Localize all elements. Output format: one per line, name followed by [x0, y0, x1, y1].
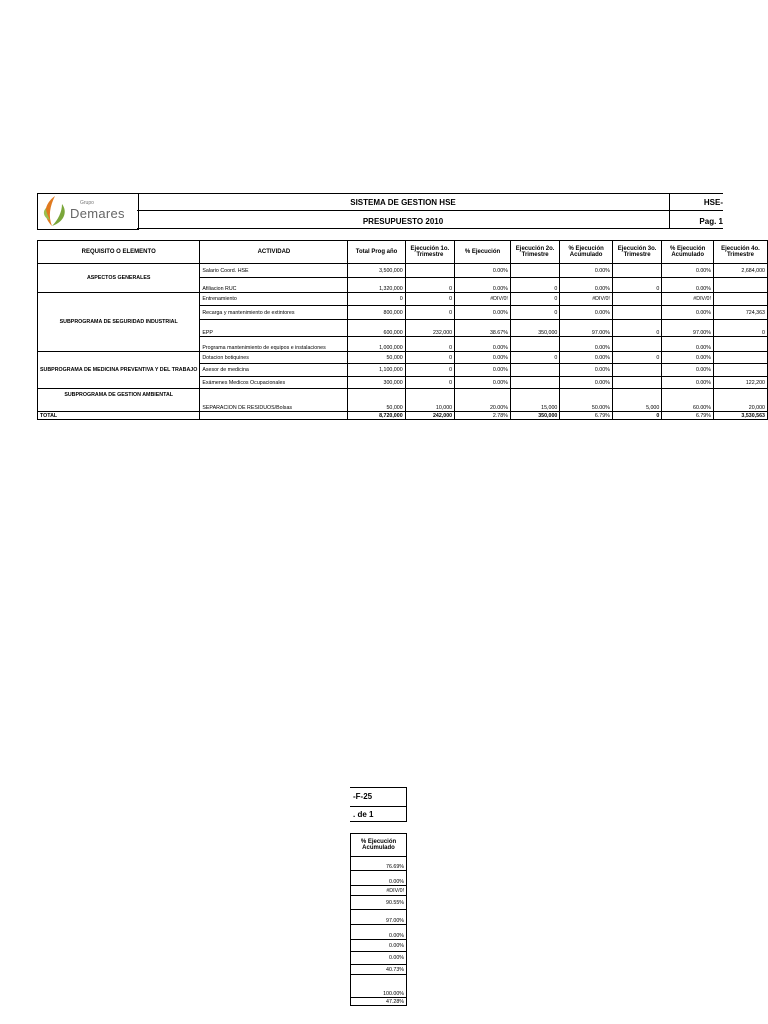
logo-name: Demares — [70, 206, 125, 221]
exec4-cell — [713, 293, 767, 306]
activity-cell: Dotacion botiquines — [200, 352, 348, 364]
pct1-cell: 38.67% — [455, 320, 511, 337]
pct3-cell: 0.00% — [662, 264, 714, 278]
pct3-cell: 0.00% — [662, 377, 714, 389]
column-header: REQUISITO O ELEMENTO — [38, 241, 200, 264]
total-activity-cell — [200, 412, 348, 420]
total-cell: 1,100,000 — [348, 364, 405, 377]
exec1-cell: 232,000 — [405, 320, 454, 337]
pct1-cell: 0.00% — [455, 377, 511, 389]
fragment-cell: 47.28% — [351, 998, 407, 1006]
exec4-cell: 122,200 — [713, 377, 767, 389]
activity-cell: Salario Coord. HSE — [200, 264, 348, 278]
exec3-cell: 0 — [612, 278, 661, 293]
exec4-cell — [713, 364, 767, 377]
pct1-cell: 0.00% — [455, 264, 511, 278]
exec4-cell: 0 — [713, 320, 767, 337]
pct1-cell: 0.00% — [455, 337, 511, 352]
exec1-cell: 0 — [405, 352, 454, 364]
exec1-cell: 0 — [405, 364, 454, 377]
pct2-cell: 6.79% — [560, 412, 613, 420]
logo-small-text: Grupo — [80, 200, 94, 206]
logo-box — [37, 193, 139, 230]
header-divider — [669, 193, 670, 229]
exec3-cell — [612, 337, 661, 352]
table-header-row — [38, 241, 768, 264]
column-header: % Ejecución — [455, 241, 511, 264]
exec1-cell: 0 — [405, 293, 454, 306]
activity-cell: Programa mantenimiento de equipos e instalaciones — [200, 337, 348, 352]
exec2-cell — [510, 364, 559, 377]
document-header — [37, 193, 723, 230]
fragment-cell: 90.55% — [351, 896, 407, 910]
exec2-cell: 350,000 — [510, 412, 559, 420]
exec1-cell: 0 — [405, 306, 454, 320]
exec2-cell: 0 — [510, 352, 559, 364]
pct3-cell: 6.79% — [662, 412, 714, 420]
column-header: Ejecución 4o. Trimestre — [713, 241, 767, 264]
column-header: Ejecución 3o. Trimestre — [612, 241, 661, 264]
exec2-cell — [510, 264, 559, 278]
header-top-line — [137, 193, 723, 194]
table-row — [38, 264, 768, 278]
exec1-cell — [405, 264, 454, 278]
header-bottom-line — [137, 228, 723, 229]
exec1-cell: 242,000 — [405, 412, 454, 420]
total-cell: 8,720,000 — [348, 412, 405, 420]
fragment-header-row — [351, 834, 407, 857]
exec2-cell: 350,000 — [510, 320, 559, 337]
total-cell: 0 — [348, 293, 405, 306]
fragment-page-text: . de 1 — [353, 810, 374, 819]
pct2-cell: 50.00% — [560, 389, 613, 412]
column-header: Total Prog año — [348, 241, 405, 264]
fragment-cell: 0.00% — [351, 952, 407, 965]
pct3-cell: 97.00% — [662, 320, 714, 337]
exec2-cell — [510, 337, 559, 352]
exec1-cell: 0 — [405, 278, 454, 293]
fragment-page — [350, 807, 407, 822]
pct2-cell: 0.00% — [560, 306, 613, 320]
activity-cell: Exámenes Medicos Ocupacionales — [200, 377, 348, 389]
activity-cell: Afiliacion RUC — [200, 278, 348, 293]
group-cell: SUBPROGRAMA DE MEDICINA PREVENTIVA Y DEL TRABAJO — [38, 352, 200, 389]
activity-cell: EPP — [200, 320, 348, 337]
exec3-cell — [612, 293, 661, 306]
fragment-cell: 100.00% — [351, 975, 407, 998]
group-cell: SUBPROGRAMA DE SEGURIDAD INDUSTRIAL — [38, 293, 200, 352]
pct2-cell: 0.00% — [560, 264, 613, 278]
exec2-cell: 0 — [510, 293, 559, 306]
exec1-cell: 0 — [405, 337, 454, 352]
header-mid-line — [137, 210, 723, 211]
pct3-cell: #DIV/0! — [662, 293, 714, 306]
exec1-cell: 10,000 — [405, 389, 454, 412]
table-row — [38, 389, 768, 412]
exec3-cell — [612, 377, 661, 389]
exec3-cell — [612, 364, 661, 377]
exec4-cell — [713, 278, 767, 293]
pct1-cell: #DIV/0! — [455, 293, 511, 306]
exec3-cell — [612, 306, 661, 320]
total-cell: 800,000 — [348, 306, 405, 320]
exec2-cell — [510, 377, 559, 389]
fragment-cell: 40.73% — [351, 965, 407, 975]
exec1-cell: 0 — [405, 377, 454, 389]
fragment-cell: #DIV/0! — [351, 886, 407, 896]
total-cell: 3,500,000 — [348, 264, 405, 278]
column-header: Ejecución 1o. Trimestre — [405, 241, 454, 264]
exec4-cell: 724,363 — [713, 306, 767, 320]
fragment-cell: 0.00% — [351, 940, 407, 952]
pct3-cell: 60.00% — [662, 389, 714, 412]
pct2-cell: 0.00% — [560, 364, 613, 377]
total-cell: 600,000 — [348, 320, 405, 337]
column-header: % Ejecución Acumulado — [662, 241, 714, 264]
page-number: Pag. 1 — [699, 217, 723, 226]
pct3-cell: 0.00% — [662, 364, 714, 377]
pct3-cell: 0.00% — [662, 337, 714, 352]
document-code: HSE- — [703, 198, 723, 207]
exec3-cell: 0 — [612, 412, 661, 420]
table-row — [38, 352, 768, 364]
pct1-cell: 20.00% — [455, 389, 511, 412]
column-header: ACTIVIDAD — [200, 241, 348, 264]
pct1-cell: 2.78% — [455, 412, 511, 420]
total-cell: 1,000,000 — [348, 337, 405, 352]
table-row — [38, 293, 768, 306]
exec3-cell: 5,000 — [612, 389, 661, 412]
pct1-cell: 0.00% — [455, 364, 511, 377]
fragment-table — [350, 833, 407, 1006]
exec3-cell: 0 — [612, 320, 661, 337]
exec4-cell: 2,684,000 — [713, 264, 767, 278]
total-cell: 50,000 — [348, 389, 405, 412]
budget-table — [37, 240, 768, 420]
exec3-cell: 0 — [612, 352, 661, 364]
budget-title: PRESUPUESTO 2010 — [362, 217, 444, 226]
exec4-cell — [713, 352, 767, 364]
fragment-cell: 0.00% — [351, 871, 407, 886]
column-header: Ejecución 2o. Trimestre — [510, 241, 559, 264]
total-label: TOTAL — [38, 412, 200, 420]
group-cell: SUBPROGRAMA DE GESTION AMBIENTAL — [38, 389, 200, 412]
exec3-cell — [612, 264, 661, 278]
demares-logo-leaf-icon — [40, 194, 70, 228]
pct2-cell: #DIV/0! — [560, 293, 613, 306]
pct2-cell: 0.00% — [560, 377, 613, 389]
fragment-cell: 97.00% — [351, 910, 407, 925]
pct2-cell: 0.00% — [560, 337, 613, 352]
total-cell: 1,320,000 — [348, 278, 405, 293]
fragment-code-text: -F-25 — [353, 792, 373, 801]
exec4-cell: 3,530,563 — [713, 412, 767, 420]
system-title: SISTEMA DE GESTION HSE — [350, 198, 456, 207]
total-cell: 50,000 — [348, 352, 405, 364]
pct2-cell: 0.00% — [560, 352, 613, 364]
fragment-cell: 0.00% — [351, 925, 407, 940]
pct1-cell: 0.00% — [455, 278, 511, 293]
exec4-cell — [713, 337, 767, 352]
activity-cell: SEPARACION DE RESIDUOS/Bolsas — [200, 389, 348, 412]
pct3-cell: 0.00% — [662, 352, 714, 364]
fragment-cell: 76.69% — [351, 857, 407, 871]
total-cell: 300,000 — [348, 377, 405, 389]
exec2-cell: 0 — [510, 306, 559, 320]
fragment-header: % Ejecución Acumulado — [351, 834, 407, 857]
pct1-cell: 0.00% — [455, 306, 511, 320]
total-row — [38, 412, 768, 420]
group-cell: ASPECTOS GENERALES — [38, 264, 200, 293]
exec2-cell: 0 — [510, 278, 559, 293]
pct1-cell: 0.00% — [455, 352, 511, 364]
activity-cell: Asesor de medicina — [200, 364, 348, 377]
pct2-cell: 97.00% — [560, 320, 613, 337]
activity-cell: Recarga y mantenimiento de extintores — [200, 306, 348, 320]
pct3-cell: 0.00% — [662, 278, 714, 293]
pct2-cell: 0.00% — [560, 278, 613, 293]
exec4-cell: 20,000 — [713, 389, 767, 412]
column-header: % Ejecución Acumulado — [560, 241, 613, 264]
activity-cell: Entrenamiento — [200, 293, 348, 306]
exec2-cell: 15,000 — [510, 389, 559, 412]
fragment-code — [350, 787, 407, 807]
pct3-cell: 0.00% — [662, 306, 714, 320]
